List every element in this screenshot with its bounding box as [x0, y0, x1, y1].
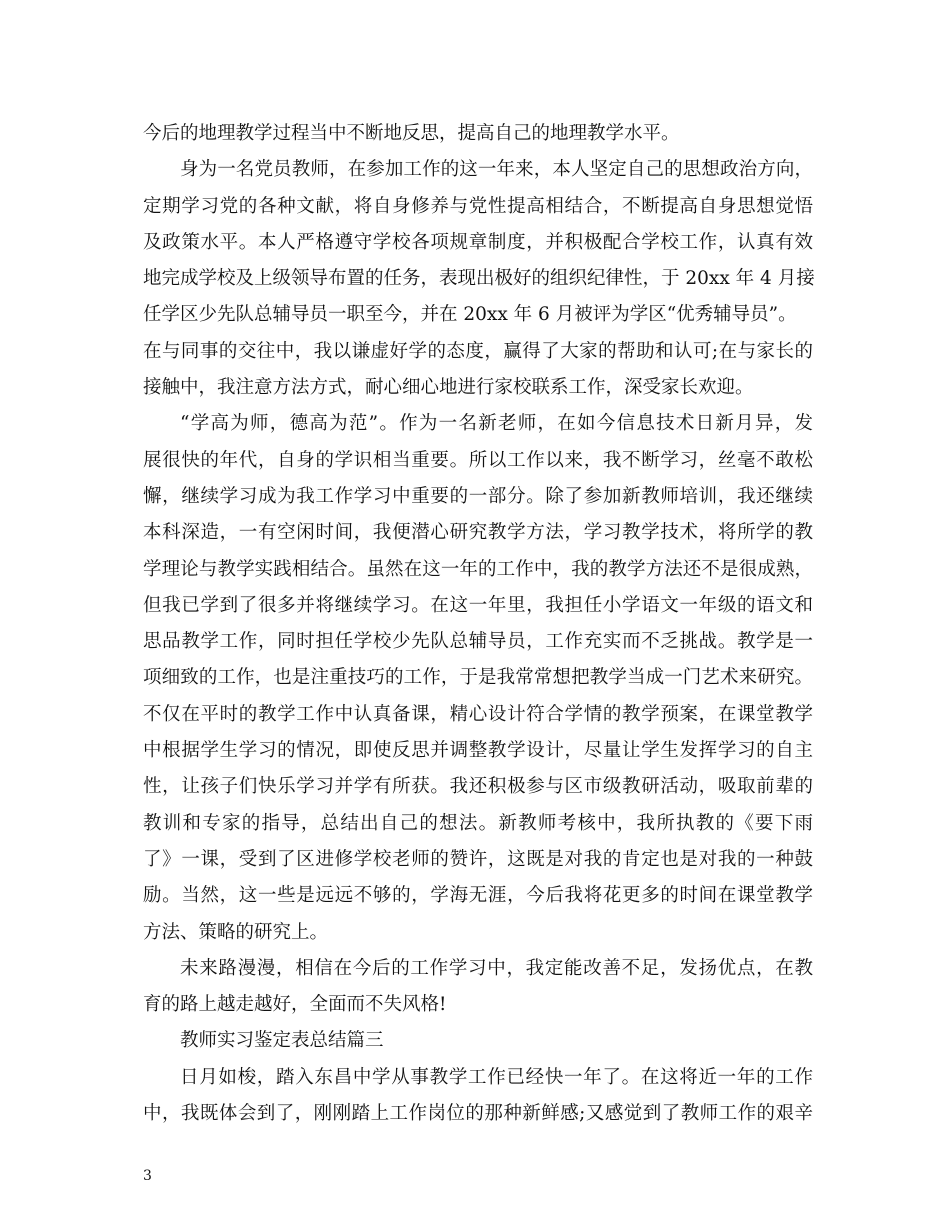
- text-line: “学高为师，德高为范”。作为一名新老师，在如今信息技术日新月异，发: [180, 413, 813, 435]
- text-line: 项细致的工作，也是注重技巧的工作，于是我常常想把教学当成一门艺术来研究。: [143, 667, 813, 689]
- text-line: 方法、策略的研究上。: [143, 921, 329, 943]
- text-line: 任学区少先队总辅导员一职至今，并在 20xx 年 6 月被评为学区“优秀辅导员”。: [143, 304, 797, 326]
- text-line: 身为一名党员教师，在参加工作的这一年来，本人坚定自己的思想政治方向，: [180, 159, 813, 181]
- page-number: 3: [143, 1168, 152, 1184]
- document-body: [143, 116, 813, 1132]
- text-line: 不仅在平时的教学工作中认真备课，精心设计符合学情的教学预案，在课堂教学: [143, 703, 813, 725]
- text-line: 但我已学到了很多并将继续学习。在这一年里，我担任小学语文一年级的语文和: [143, 594, 813, 616]
- text-line: 学理论与教学实践相结合。虽然在这一年的工作中，我的教学方法还不是很成熟，: [143, 558, 813, 580]
- text-line: 性，让孩子们快乐学习并学有所获。我还积极参与区市级教研活动，吸取前辈的: [143, 776, 813, 798]
- section-heading: 教师实习鉴定表总结篇三: [180, 1030, 384, 1052]
- text-line: 中，我既体会到了，刚刚踏上工作岗位的那种新鲜感;又感觉到了教师工作的艰辛: [143, 1103, 813, 1125]
- text-line: 本科深造，一有空闲时间，我便潜心研究教学方法，学习教学技术，将所学的教: [143, 522, 813, 544]
- text-line: 励。当然，这一些是远远不够的，学海无涯，今后我将花更多的时间在课堂教学: [143, 885, 813, 907]
- text-line: 育的路上越走越好，全面而不失风格!: [143, 994, 447, 1016]
- text-line: 及政策水平。本人严格遵守学校各项规章制度，并积极配合学校工作，认真有效: [143, 231, 813, 253]
- text-line: 中根据学生学习的情况，即使反思并调整教学设计，尽量让学生发挥学习的自主: [143, 740, 813, 762]
- text-line: 接触中，我注意方法方式，耐心细心地进行家校联系工作，深受家长欢迎。: [143, 377, 754, 399]
- text-line: 教训和专家的指导，总结出自己的想法。新教师考核中，我所执教的《要下雨: [143, 812, 813, 834]
- text-line: 在与同事的交往中，我以谦虚好学的态度，赢得了大家的帮助和认可;在与家长的: [143, 340, 813, 362]
- text-line: 定期学习党的各种文献，将自身修养与党性提高相结合，不断提高自身思想觉悟: [143, 195, 813, 217]
- text-line: 思品教学工作，同时担任学校少先队总辅导员，工作充实而不乏挑战。教学是一: [143, 631, 813, 653]
- text-line: 展很快的年代，自身的学识相当重要。所以工作以来，我不断学习，丝毫不敢松: [143, 449, 813, 471]
- text-line: 懈，继续学习成为我工作学习中重要的一部分。除了参加新教师培训，我还继续: [143, 485, 813, 507]
- text-line: 未来路漫漫，相信在今后的工作学习中，我定能改善不足，发扬优点，在教: [180, 957, 813, 979]
- text-line: 日月如梭，踏入东昌中学从事教学工作已经快一年了。在这将近一年的工作: [180, 1066, 813, 1088]
- text-line: 地完成学校及上级领导布置的任务，表现出极好的组织纪律性，于 20xx 年 4 月接: [143, 268, 815, 290]
- text-line: 了》一课，受到了区进修学校老师的赞许，这既是对我的肯定也是对我的一种鼓: [143, 848, 813, 870]
- text-line: 今后的地理教学过程当中不断地反思，提高自己的地理教学水平。: [143, 123, 680, 144]
